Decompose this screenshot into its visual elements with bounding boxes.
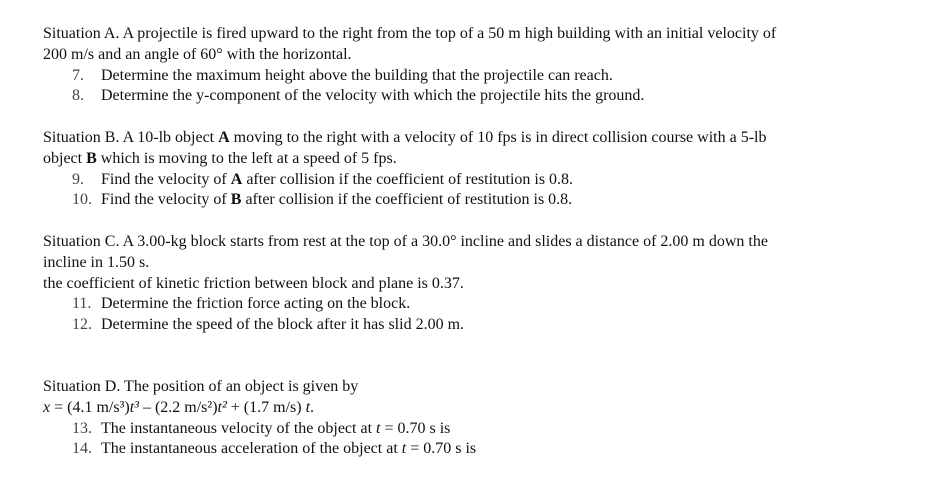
text-run: object xyxy=(43,149,87,167)
question-text: Determine the maximum height above the building that the projectile can reach. xyxy=(101,66,613,84)
situation-b-line-2 xyxy=(43,149,903,170)
text-run: after collision if the coefficient of restitution is 0.8. xyxy=(241,191,573,209)
text-run: Find the velocity of xyxy=(101,191,231,209)
text-run: after collision if the coefficient of restitution is 0.8. xyxy=(242,170,574,188)
var-x: x xyxy=(43,398,51,416)
situation-a xyxy=(43,24,903,107)
text-run: = 0.70 s is xyxy=(380,419,451,437)
text-run: The instantaneous velocity of the object at xyxy=(101,419,377,437)
situation-c-line-2: incline in 1.50 s. xyxy=(43,253,150,271)
text-run: moving to the right with a velocity of 10 fps is in direct collision course with a 5-lb xyxy=(229,129,767,146)
position-equation xyxy=(43,398,903,419)
question-number: 14. xyxy=(72,440,92,458)
text-run: . xyxy=(310,398,315,416)
text-run: = (4.1 m/s³) xyxy=(50,398,130,416)
object-a-label: A xyxy=(230,170,243,188)
situation-c-line-3: the coefficient of kinetic friction between block and plane is 0.37. xyxy=(43,274,464,292)
situation-c-line-1: Situation C. A 3.00-kg block starts from rest at the top of a 30.0° incline and slides a distance of 2.00 m down the xyxy=(43,233,768,250)
var-t-cubed: t³ xyxy=(129,398,139,416)
question-10 xyxy=(43,190,903,211)
text-run: which is moving to the left at a speed of 5 fps. xyxy=(96,149,397,167)
question-number: 10. xyxy=(72,191,92,209)
situation-a-line-1: Situation A. A projectile is fired upward to the right from the top of a 50 m high building with an initial velocity of xyxy=(43,25,777,42)
question-13 xyxy=(43,419,903,440)
question-14 xyxy=(43,439,903,460)
object-b-label: B xyxy=(86,149,97,167)
question-12 xyxy=(43,315,903,336)
question-text: Determine the y-component of the velocity with which the projectile hits the ground. xyxy=(101,87,645,105)
object-b-label: B xyxy=(230,191,242,209)
text-run: = 0.70 s is xyxy=(406,440,477,458)
text-run: – (2.2 m/s²) xyxy=(138,398,218,416)
var-t: t xyxy=(401,440,407,458)
question-text: Determine the speed of the block after it has slid 2.00 m. xyxy=(101,316,465,334)
question-number: 7. xyxy=(72,66,84,84)
var-t: t xyxy=(305,398,311,416)
question-7 xyxy=(43,66,903,87)
situation-b xyxy=(43,128,903,211)
question-number: 13. xyxy=(72,419,92,437)
situation-a-line-2: 200 m/s and an angle of 60° with the horizontal. xyxy=(43,45,352,63)
question-number: 8. xyxy=(72,87,84,105)
question-number: 9. xyxy=(72,170,84,188)
situation-d xyxy=(43,377,903,460)
situation-d-line-1: Situation D. The position of an object is given by xyxy=(43,378,359,395)
text-run: Find the velocity of xyxy=(101,170,231,188)
question-11 xyxy=(43,294,903,315)
question-text: Determine the friction force acting on the block. xyxy=(101,295,411,313)
situation-c xyxy=(43,232,903,336)
situation-b-line-1 xyxy=(43,128,903,149)
var-t-squared: t² xyxy=(217,398,227,416)
text-run: + (1.7 m/s) xyxy=(226,398,306,416)
var-t: t xyxy=(376,419,381,437)
question-number: 12. xyxy=(72,316,92,334)
text-run: Situation B. A 10-lb object xyxy=(43,129,219,146)
question-9 xyxy=(43,170,903,191)
text-run: The instantaneous acceleration of the object at xyxy=(101,440,402,458)
question-number: 11. xyxy=(72,295,92,313)
question-8 xyxy=(43,86,903,107)
object-a-label: A xyxy=(218,129,230,146)
